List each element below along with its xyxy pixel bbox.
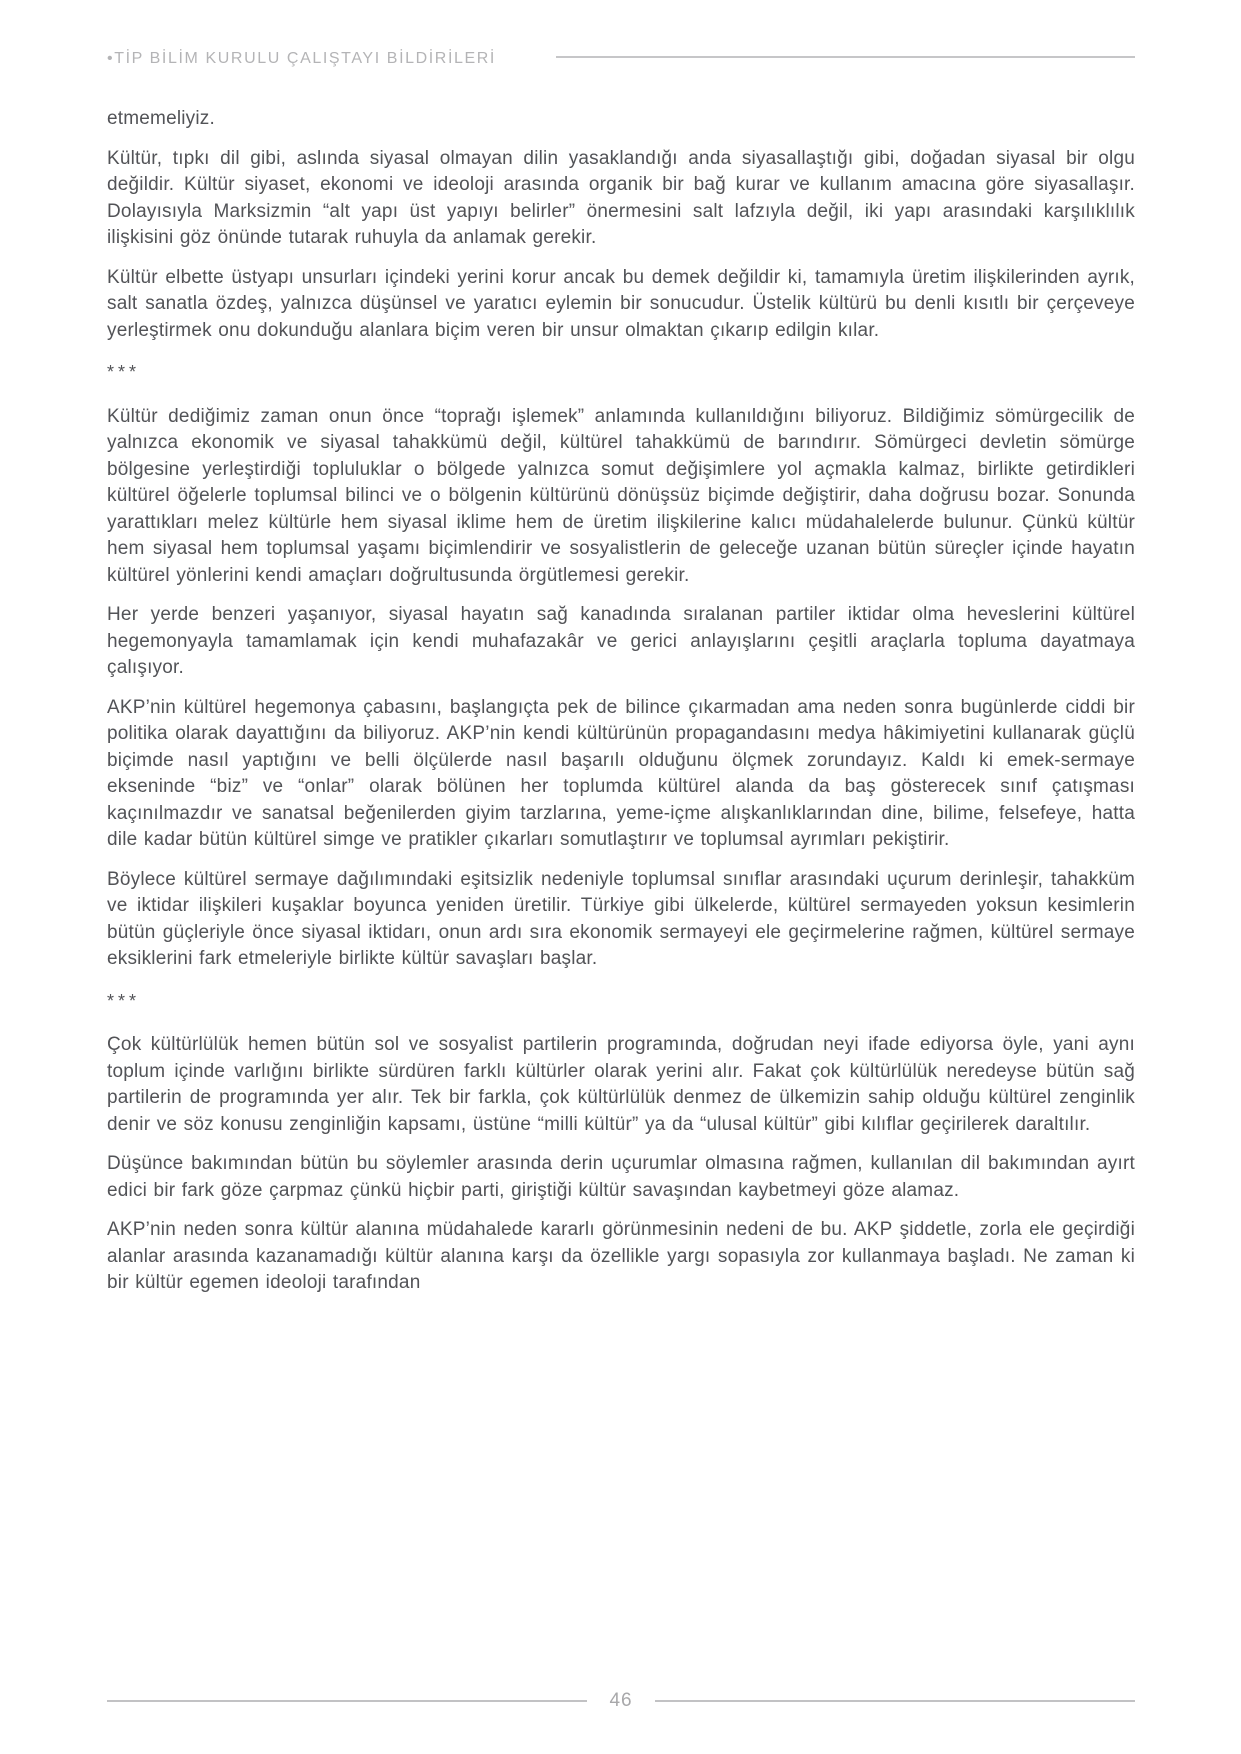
body-paragraph: AKP’nin kültürel hegemonya çabasını, başlangıçta pek de bilince çıkarmadan ama neden sonra bugünlerde ciddi bir politika olarak dayattığını da biliyoruz. AKP’nin kendi kültürünün propagandasını medya hâkimiyetini kullanarak güçlü biçimde nasıl yaptığını ve belli ölçülerde nasıl başarılı olduğunu ölçmek zorundayız. Kaldı ki emek-sermaye ekseninde “biz” ve “onlar” olarak bölünen her toplumda kültürel alanda da baş gösterecek sınıf çatışması kaçınılmazdır ve sanatsal beğenilerden giyim tarzlarına, yeme-içme alışkanlıklarından dine, bilime, felsefeye, hatta dile kadar bütün kültürel simge ve pratikler çıkarları somutlaştırır ve toplumsal ayrımları pekiştirir.: [107, 696, 1135, 850]
page-footer: [107, 1690, 1135, 1712]
header-rule: [556, 56, 1135, 58]
body-paragraph: Kültür dediğimiz zaman onun önce “toprağı işlemek” anlamında kullanıldığını biliyoruz. Bildiğimiz sömürgecilik de yalnızca ekonomik ve siyasal tahakkümü değil, kültürel tahakkümü de barındırır. Sömürgeci devletin sömürge bölgesine yerleştirdiği topluluklar o bölgede yalnızca somut değişimlere yol açmakla kalmaz, birlikte getirdikleri kültürel öğelerle toplumsal bilinci ve o bölgenin kültürünü dönüşsüz biçimde değiştirir, daha doğrusu bozar. Sonunda yarattıkları melez kültürle hem siyasal iklime hem de üretim ilişkilerine kalıcı müdahalelerde bulunur. Çünkü kültür hem siyasal hem toplumsal yaşamı biçimlendirir ve sosyalistlerin de geleceğe uzanan bütün süreçler içinde hayatın kültürel yönlerini kendi amaçları doğrultusunda örgütlemesi gerekir.: [107, 405, 1135, 586]
page-number: 46: [609, 1690, 633, 1711]
body-paragraph: Böylece kültürel sermaye dağılımındaki eşitsizlik nedeniyle toplumsal sınıflar arasındaki uçurum derinleşir, tahakküm ve iktidar ilişkileri kuşaklar boyunca yeniden üretilir. Türkiye gibi ülkelerde, kültürel sermayeden yoksun kesimlerin bütün güçleriyle önce siyasal iktidarı, onun ardı sıra ekonomik sermayeyi ele geçirmelerine rağmen, kültürel sermaye eksiklerini fark etmeleriyle birlikte kültür savaşları başlar.: [107, 868, 1135, 969]
body-paragraph: Düşünce bakımından bütün bu söylemler arasında derin uçurumlar olmasına rağmen, kullanılan dil bakımından ayırt edici bir fark göze çarpmaz çünkü hiçbir parti, giriştiği kültür savaşından kaybetmeyi göze alamaz.: [107, 1153, 1135, 1201]
footer-rule-left: [107, 1700, 587, 1702]
page-header: [107, 50, 1135, 68]
footer-rule-right: [655, 1700, 1135, 1702]
body-paragraph: etmemeliyiz.: [107, 108, 215, 129]
document-body: [107, 106, 1135, 1310]
body-paragraph: AKP’nin neden sonra kültür alanına müdahalede kararlı görünmesinin nedeni de bu. AKP şiddetle, zorla ele geçirdiği alanlar arasında kazanamadığı kültür alanına karşı da özellikle yargı sopasıyla zor kullanmaya başladı. Ne zaman ki bir kültür egemen ideoloji tarafından: [107, 1219, 1135, 1293]
body-paragraph: Her yerde benzeri yaşanıyor, siyasal hayatın sağ kanadında sıralanan partiler iktidar olma heveslerini kültürel hegemonyayla tamamlamak için kendi muhafazakâr ve gerici anlayışlarını çeşitli araçlarla topluma dayatmaya çalışıyor.: [107, 604, 1135, 678]
running-header-text: •TİP BİLİM KURULU ÇALIŞTAYI BİLDİRİLERİ: [107, 50, 496, 67]
body-paragraph: Çok kültürlülük hemen bütün sol ve sosyalist partilerin programında, doğrudan neyi ifade ediyorsa öyle, yani aynı toplum içinde varlığını birlikte sürdüren farklı kültürler olarak yerini alır. Fakat çok kültürlülük neredeyse bütün sağ partilerin de programında yer alır. Tek bir farkla, çok kültürlülük denmez de ülkemizin sahip olduğu kültürel zenginlik denir ve söz konusu zenginliğin kapsamı, üstüne “milli kültür” ya da “ulusal kültür” gibi kılıflar geçirilerek daraltılır.: [107, 1034, 1135, 1135]
body-paragraph: Kültür, tıpkı dil gibi, aslında siyasal olmayan dilin yasaklandığı anda siyasallaştığı gibi, doğadan siyasal bir olgu değildir. Kültür siyaset, ekonomi ve ideoloji arasında organik bir bağ kurar ve kullanım amacına göre siyasallaşır. Dolayısıyla Marksizmin “alt yapı üst yapıyı belirler” önermesini salt lafzıyla değil, iki yapı arasındaki karşılıklılık ilişkisini göz önünde tutarak ruhuyla da anlamak gerekir.: [107, 147, 1135, 248]
section-separator: ***: [107, 362, 141, 382]
section-separator: ***: [107, 990, 141, 1011]
body-paragraph: Kültür elbette üstyapı unsurları içindeki yerini korur ancak bu demek değildir ki, tamamıyla üretim ilişkilerinden ayrık, salt sanatla özdeş, yalnızca düşünsel ve yaratıcı eylemin bir sonucudur. Üstelik kültürü bu denli kısıtlı bir çerçeveye yerleştirmek onu dokunduğu alanlara biçim veren bir unsur olmaktan çıkarıp edilgin kılar.: [107, 266, 1135, 341]
